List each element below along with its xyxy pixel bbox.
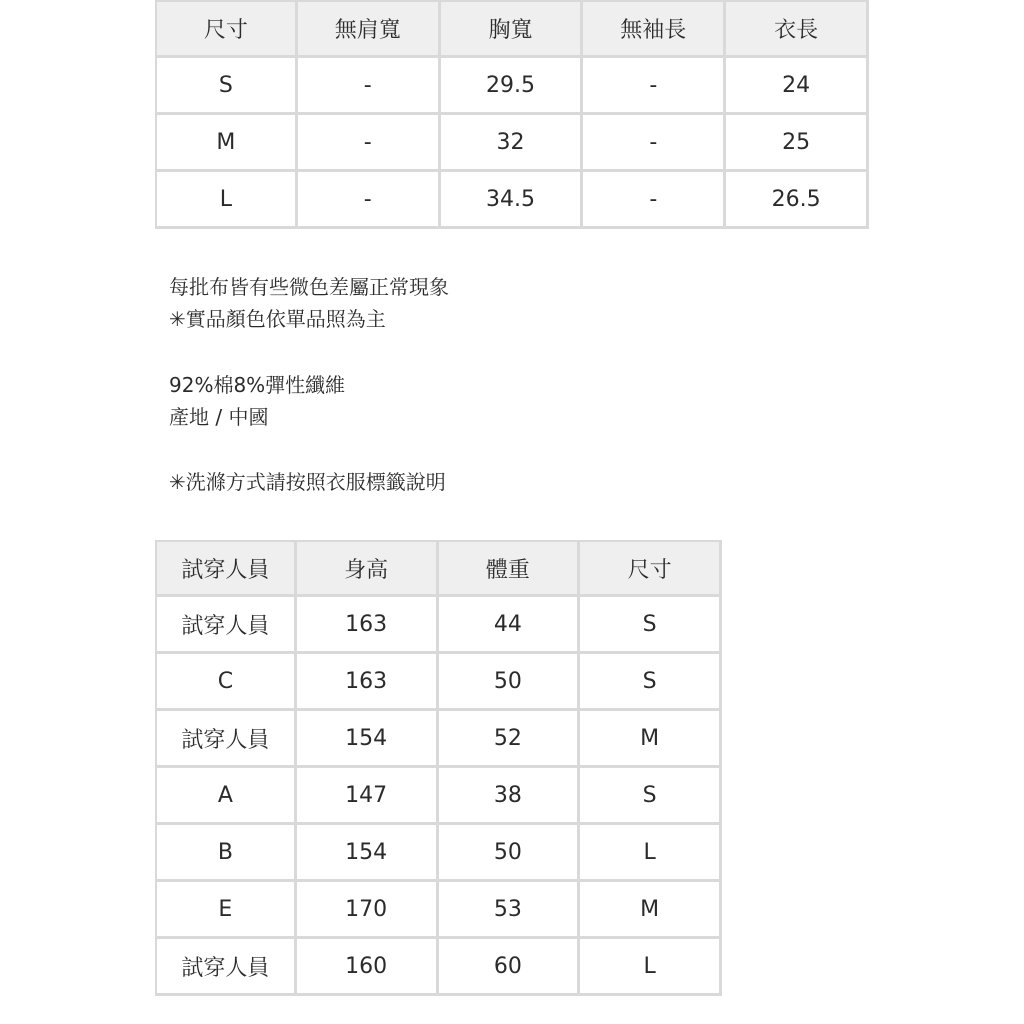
cell-chest-width: 34.5 (441, 172, 584, 229)
cell-size: S (155, 58, 298, 115)
cell-fit-size: M (580, 882, 722, 939)
washing-notes (169, 466, 446, 498)
cell-height: 163 (297, 597, 439, 654)
color-reference-note: ✳實品顏色依單品照為主 (169, 307, 386, 331)
cell-sleeve-length: - (583, 172, 726, 229)
cell-height: 163 (297, 654, 439, 711)
table-row (155, 825, 722, 882)
cell-garment-length: 24 (726, 58, 869, 115)
table-row (155, 939, 722, 996)
fitting-model-table (155, 540, 722, 996)
header-model: 試穿人員 (155, 540, 297, 597)
header-garment-length: 衣長 (726, 0, 869, 58)
material-note: 92%棉8%彈性纖維 (169, 373, 346, 397)
cell-shoulder-width: - (298, 58, 441, 115)
cell-fit-size: L (580, 825, 722, 882)
cell-size: M (155, 115, 298, 172)
size-chart-table (155, 0, 869, 229)
cell-height: 170 (297, 882, 439, 939)
cell-sleeve-length: - (583, 115, 726, 172)
cell-weight: 53 (439, 882, 581, 939)
material-notes (169, 369, 345, 433)
header-size: 尺寸 (155, 0, 298, 58)
table-row (155, 172, 869, 229)
cell-chest-width: 32 (441, 115, 584, 172)
table-row (155, 115, 869, 172)
cell-model: B (155, 825, 297, 882)
cell-height: 147 (297, 768, 439, 825)
cell-garment-length: 26.5 (726, 172, 869, 229)
cell-weight: 60 (439, 939, 581, 996)
cell-size: L (155, 172, 298, 229)
cell-fit-size: S (580, 768, 722, 825)
cell-shoulder-width: - (298, 172, 441, 229)
cell-model: 試穿人員 (155, 939, 297, 996)
cell-model: A (155, 768, 297, 825)
header-shoulder-width: 無肩寬 (298, 0, 441, 58)
cell-fit-size: S (580, 597, 722, 654)
cell-fit-size: L (580, 939, 722, 996)
origin-note: 產地 / 中國 (169, 405, 269, 429)
cell-model: E (155, 882, 297, 939)
cell-weight: 50 (439, 654, 581, 711)
table-row (155, 768, 722, 825)
table-row (155, 58, 869, 115)
cell-fit-size: M (580, 711, 722, 768)
fabric-variation-note: 每批布皆有些微色差屬正常現象 (169, 275, 449, 299)
size-chart-header-row (155, 0, 869, 58)
header-sleeve-length: 無袖長 (583, 0, 726, 58)
table-row (155, 654, 722, 711)
cell-height: 160 (297, 939, 439, 996)
table-row (155, 711, 722, 768)
cell-height: 154 (297, 711, 439, 768)
cell-height: 154 (297, 825, 439, 882)
washing-note: ✳洗滌方式請按照衣服標籤說明 (169, 470, 446, 494)
cell-model: 試穿人員 (155, 597, 297, 654)
cell-weight: 52 (439, 711, 581, 768)
cell-shoulder-width: - (298, 115, 441, 172)
fitting-header-row (155, 540, 722, 597)
header-weight: 體重 (439, 540, 581, 597)
header-chest-width: 胸寬 (441, 0, 584, 58)
cell-sleeve-length: - (583, 58, 726, 115)
color-notes (169, 271, 449, 335)
cell-fit-size: S (580, 654, 722, 711)
cell-weight: 44 (439, 597, 581, 654)
table-row (155, 882, 722, 939)
cell-model: 試穿人員 (155, 711, 297, 768)
table-row (155, 597, 722, 654)
cell-chest-width: 29.5 (441, 58, 584, 115)
cell-model: C (155, 654, 297, 711)
header-height: 身高 (297, 540, 439, 597)
cell-weight: 38 (439, 768, 581, 825)
cell-weight: 50 (439, 825, 581, 882)
cell-garment-length: 25 (726, 115, 869, 172)
header-fit-size: 尺寸 (580, 540, 722, 597)
